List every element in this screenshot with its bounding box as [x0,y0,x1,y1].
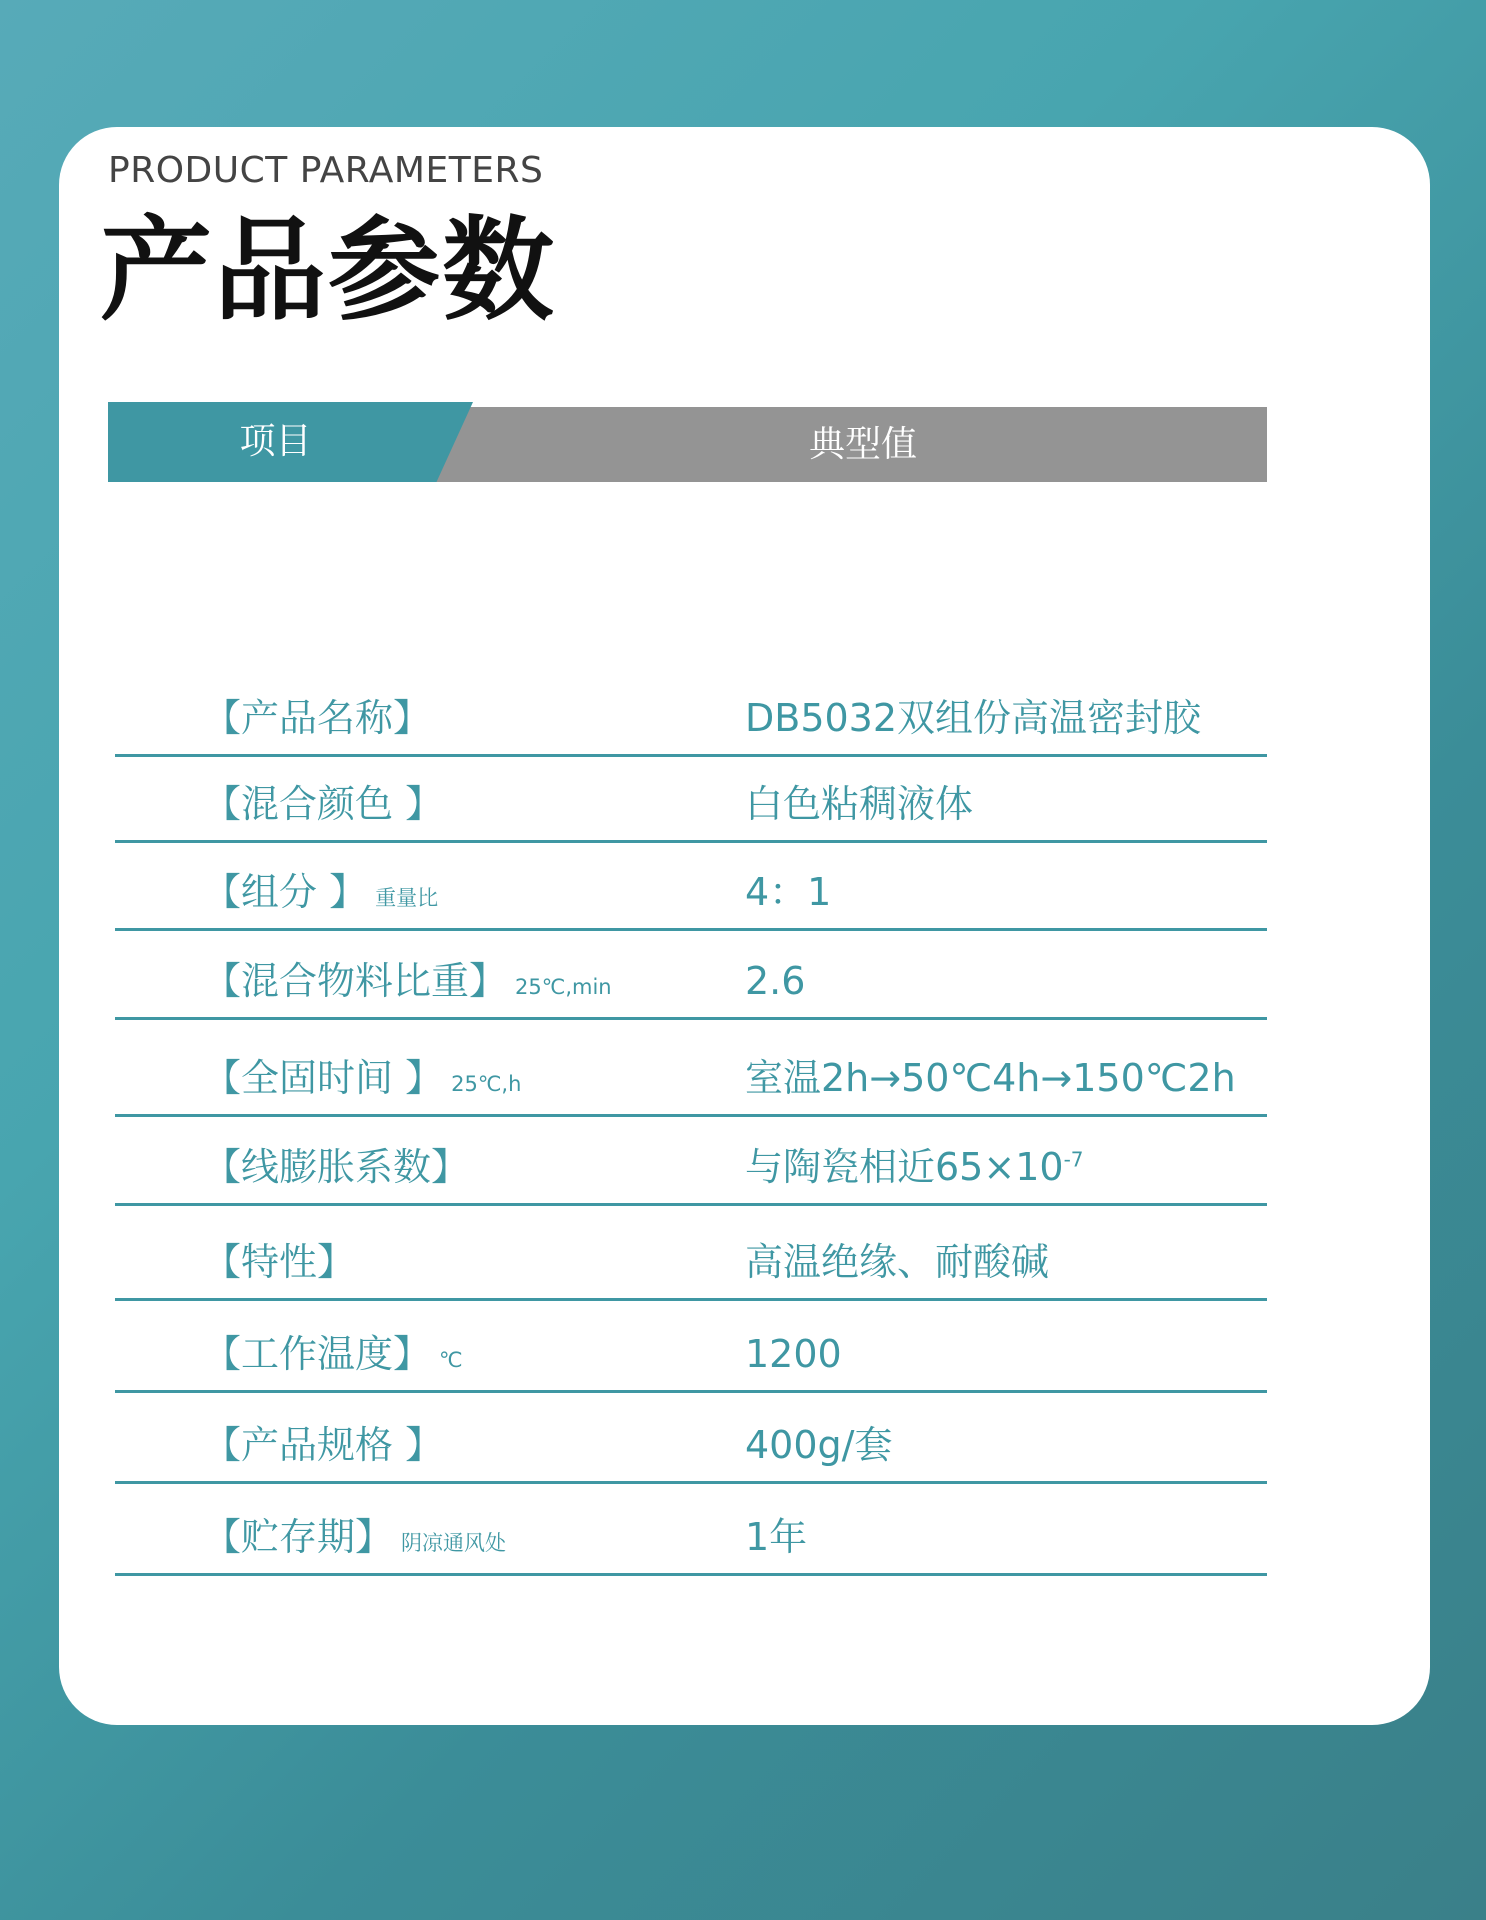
param-note: 25℃,h [451,1072,522,1097]
param-name: 【混合颜色 】 [203,782,444,827]
page-title: 产品参数 [100,206,556,336]
param-value: 白色粘稠液体 [745,782,974,827]
item-column-header: 项目 [239,421,312,462]
param-name: 【线膨胀系数】 [203,1145,470,1190]
param-value: 与陶瓷相近$65\times 10^{-7}$ [745,1145,1084,1190]
param-value: 4：1 [745,870,832,915]
param-name: 【特性】 [203,1240,356,1285]
param-note: ℃ [439,1348,463,1373]
table-row [115,931,1267,1020]
section-subtitle: PRODUCT PARAMETERS [108,150,544,191]
value-column-header: 典型值 [808,424,917,465]
param-name: 【产品规格 】 [203,1423,444,1468]
param-value: 400g/套 [745,1423,893,1468]
table-row [115,1020,1267,1117]
param-name: 【产品名称】 [203,696,432,741]
param-value: 1年 [745,1515,808,1560]
param-note: 阴凉通风处 [401,1531,507,1556]
param-name: 【全固时间 】 25℃,h [203,1056,522,1101]
param-value: 1200 [745,1332,842,1377]
table-row [115,1117,1267,1206]
table-row [115,660,1267,757]
param-value: 高温绝缘、耐酸碱 [745,1240,1050,1285]
table-row [115,757,1267,843]
table-row [115,1301,1267,1393]
param-note: 重量比 [375,886,439,911]
param-value: 室温2h→50℃4h→150℃2h [745,1056,1236,1101]
param-value: 2.6 [745,959,806,1004]
param-value: DB5032双组份高温密封胶 [745,696,1202,741]
table-row [115,1206,1267,1301]
param-name: 【组分 】 重量比 [203,870,439,915]
param-note: 25℃,min [515,975,612,1000]
param-name: 【工作温度】 ℃ [203,1332,463,1377]
table-row [115,1484,1267,1576]
param-name: 【贮存期】 阴凉通风处 [203,1515,507,1560]
param-name: 【混合物料比重】 25℃,min [203,959,612,1004]
table-row [115,1393,1267,1484]
table-row [115,843,1267,931]
